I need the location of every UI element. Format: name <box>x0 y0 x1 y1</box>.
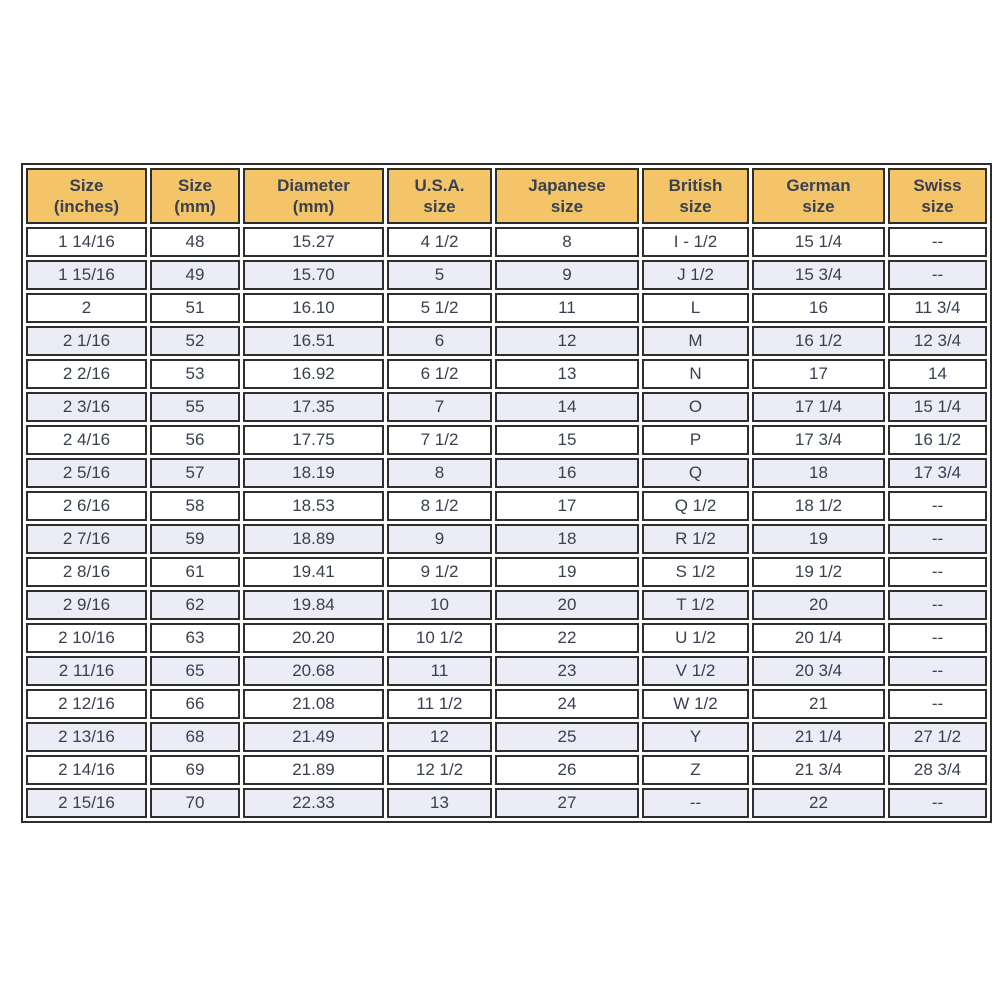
table-cell: 27 1/2 <box>888 722 987 752</box>
table-cell: 22 <box>752 788 885 818</box>
table-cell: 27 <box>495 788 639 818</box>
table-cell: 20.68 <box>243 656 384 686</box>
table-row <box>26 623 987 653</box>
table-cell: 2 14/16 <box>26 755 147 785</box>
header-line: size <box>921 197 954 216</box>
header-row <box>26 168 987 224</box>
column-header-usa-size <box>387 168 492 224</box>
table-row <box>26 524 987 554</box>
table-row <box>26 392 987 422</box>
table-row <box>26 326 987 356</box>
header-line: Size <box>177 175 213 195</box>
header-line: (inches) <box>53 197 120 216</box>
header-line: British <box>668 175 723 195</box>
table-cell: 12 3/4 <box>888 326 987 356</box>
table-cell: O <box>642 392 749 422</box>
table-cell: Q 1/2 <box>642 491 749 521</box>
table-cell: T 1/2 <box>642 590 749 620</box>
header-line: size <box>802 197 835 216</box>
table-cell: 17 <box>495 491 639 521</box>
table-cell: 14 <box>888 359 987 389</box>
ring-size-conversion-table <box>21 163 992 823</box>
table-cell: 68 <box>150 722 240 752</box>
column-header-british-size <box>642 168 749 224</box>
table-row <box>26 722 987 752</box>
table-cell: 13 <box>495 359 639 389</box>
table-cell: -- <box>642 788 749 818</box>
table-row <box>26 260 987 290</box>
table-cell: 16 1/2 <box>752 326 885 356</box>
table-cell: 11 <box>387 656 492 686</box>
table-cell: L <box>642 293 749 323</box>
table-cell: 7 1/2 <box>387 425 492 455</box>
table-cell: 2 4/16 <box>26 425 147 455</box>
table-cell: N <box>642 359 749 389</box>
table-cell: 5 <box>387 260 492 290</box>
table-row <box>26 359 987 389</box>
table-cell: 21.89 <box>243 755 384 785</box>
table-cell: 49 <box>150 260 240 290</box>
table-cell: 2 7/16 <box>26 524 147 554</box>
table-cell: 8 <box>495 227 639 257</box>
table-cell: -- <box>888 788 987 818</box>
table-cell: 15 1/4 <box>888 392 987 422</box>
table-body <box>26 227 987 818</box>
table-cell: 12 <box>387 722 492 752</box>
column-header-size-mm <box>150 168 240 224</box>
table-cell: 2 3/16 <box>26 392 147 422</box>
table-cell: 51 <box>150 293 240 323</box>
table-row <box>26 227 987 257</box>
table-cell: U 1/2 <box>642 623 749 653</box>
table-cell: 62 <box>150 590 240 620</box>
table-cell: 19.84 <box>243 590 384 620</box>
table-cell: 15 3/4 <box>752 260 885 290</box>
table-cell: 8 1/2 <box>387 491 492 521</box>
table-cell: 21.49 <box>243 722 384 752</box>
table-cell: 2 <box>26 293 147 323</box>
table-cell: 63 <box>150 623 240 653</box>
table-cell: Q <box>642 458 749 488</box>
table-cell: 16 <box>495 458 639 488</box>
table-cell: I - 1/2 <box>642 227 749 257</box>
table-row <box>26 425 987 455</box>
table-cell: 2 12/16 <box>26 689 147 719</box>
table-cell: 16.10 <box>243 293 384 323</box>
table-cell: 2 13/16 <box>26 722 147 752</box>
table-cell: 16 1/2 <box>888 425 987 455</box>
table-cell: 22 <box>495 623 639 653</box>
table-cell: 2 10/16 <box>26 623 147 653</box>
table-cell: 26 <box>495 755 639 785</box>
table-cell: 2 1/16 <box>26 326 147 356</box>
header-line: size <box>550 197 584 216</box>
table-cell: 21 <box>752 689 885 719</box>
column-header-german-size <box>752 168 885 224</box>
table-cell: 18 <box>752 458 885 488</box>
table-cell: 19.41 <box>243 557 384 587</box>
table-cell: 16.92 <box>243 359 384 389</box>
table-cell: 7 <box>387 392 492 422</box>
header-line: Japanese <box>528 175 606 195</box>
table-cell: 9 1/2 <box>387 557 492 587</box>
table-cell: 2 15/16 <box>26 788 147 818</box>
table-cell: 19 <box>495 557 639 587</box>
table-cell: 4 1/2 <box>387 227 492 257</box>
header-line: (mm) <box>292 197 335 216</box>
table-cell: V 1/2 <box>642 656 749 686</box>
table-cell: 20 1/4 <box>752 623 885 653</box>
table-cell: 66 <box>150 689 240 719</box>
table-header <box>26 168 987 224</box>
table-cell: 58 <box>150 491 240 521</box>
table-cell: 20.20 <box>243 623 384 653</box>
header-line: Size <box>69 175 104 195</box>
header-line: German <box>786 175 851 195</box>
table-row <box>26 656 987 686</box>
table-cell: J 1/2 <box>642 260 749 290</box>
header-line: size <box>679 197 712 216</box>
table-cell: 11 1/2 <box>387 689 492 719</box>
table-cell: 21 1/4 <box>752 722 885 752</box>
table-cell: 18.19 <box>243 458 384 488</box>
table-row <box>26 755 987 785</box>
table-cell: 6 1/2 <box>387 359 492 389</box>
table-row <box>26 458 987 488</box>
table-cell: -- <box>888 557 987 587</box>
table-cell: 10 1/2 <box>387 623 492 653</box>
table-cell: 2 6/16 <box>26 491 147 521</box>
table-cell: 52 <box>150 326 240 356</box>
table-cell: 19 1/2 <box>752 557 885 587</box>
table-cell: 16 <box>752 293 885 323</box>
table-cell: 53 <box>150 359 240 389</box>
table-cell: -- <box>888 524 987 554</box>
table-row <box>26 293 987 323</box>
table-cell: 15.70 <box>243 260 384 290</box>
table-cell: -- <box>888 689 987 719</box>
table-cell: 1 15/16 <box>26 260 147 290</box>
table-row <box>26 788 987 818</box>
column-header-size-inches <box>26 168 147 224</box>
table-row <box>26 689 987 719</box>
table-row <box>26 590 987 620</box>
table-cell: 6 <box>387 326 492 356</box>
table-cell: 18.53 <box>243 491 384 521</box>
table-cell: 8 <box>387 458 492 488</box>
table-cell: 17 1/4 <box>752 392 885 422</box>
header-line: Diameter <box>277 175 350 195</box>
table-cell: -- <box>888 656 987 686</box>
table-cell: 17.35 <box>243 392 384 422</box>
table-cell: R 1/2 <box>642 524 749 554</box>
table-cell: P <box>642 425 749 455</box>
table-cell: 14 <box>495 392 639 422</box>
table-cell: 28 3/4 <box>888 755 987 785</box>
table-cell: 20 3/4 <box>752 656 885 686</box>
table-cell: 9 <box>387 524 492 554</box>
table-cell: 2 11/16 <box>26 656 147 686</box>
table-cell: 23 <box>495 656 639 686</box>
table-cell: 19 <box>752 524 885 554</box>
table-cell: 55 <box>150 392 240 422</box>
table-cell: 48 <box>150 227 240 257</box>
column-header-diameter-mm <box>243 168 384 224</box>
table-cell: 2 9/16 <box>26 590 147 620</box>
table-cell: 59 <box>150 524 240 554</box>
table-cell: -- <box>888 491 987 521</box>
table-cell: -- <box>888 227 987 257</box>
table-row <box>26 557 987 587</box>
table-cell: 61 <box>150 557 240 587</box>
table-cell: 57 <box>150 458 240 488</box>
table-row <box>26 491 987 521</box>
table-cell: -- <box>888 260 987 290</box>
table-cell: 18.89 <box>243 524 384 554</box>
table-cell: 15.27 <box>243 227 384 257</box>
table-cell: 13 <box>387 788 492 818</box>
table-cell: M <box>642 326 749 356</box>
table-cell: 20 <box>495 590 639 620</box>
table-cell: S 1/2 <box>642 557 749 587</box>
table-cell: 25 <box>495 722 639 752</box>
table-cell: 5 1/2 <box>387 293 492 323</box>
column-header-swiss-size <box>888 168 987 224</box>
table-cell: 17 3/4 <box>888 458 987 488</box>
table-cell: 10 <box>387 590 492 620</box>
table-cell: 65 <box>150 656 240 686</box>
header-line: size <box>423 197 456 216</box>
table-cell: 11 3/4 <box>888 293 987 323</box>
table-cell: 21 3/4 <box>752 755 885 785</box>
header-line: (mm) <box>174 197 216 216</box>
header-line: Swiss <box>913 175 962 195</box>
table-cell: 12 1/2 <box>387 755 492 785</box>
table-cell: 69 <box>150 755 240 785</box>
table-cell: 9 <box>495 260 639 290</box>
table-cell: 70 <box>150 788 240 818</box>
table-cell: 2 5/16 <box>26 458 147 488</box>
table-cell: -- <box>888 623 987 653</box>
table-cell: 11 <box>495 293 639 323</box>
table-cell: 17 3/4 <box>752 425 885 455</box>
column-header-japanese-size <box>495 168 639 224</box>
table-cell: 20 <box>752 590 885 620</box>
table-cell: 16.51 <box>243 326 384 356</box>
table-cell: 2 8/16 <box>26 557 147 587</box>
table-cell: 18 <box>495 524 639 554</box>
table-cell: 24 <box>495 689 639 719</box>
table-cell: 1 14/16 <box>26 227 147 257</box>
table-cell: -- <box>888 590 987 620</box>
table-cell: 2 2/16 <box>26 359 147 389</box>
table-cell: 21.08 <box>243 689 384 719</box>
table-cell: 22.33 <box>243 788 384 818</box>
header-line: U.S.A. <box>414 175 465 195</box>
table-cell: 56 <box>150 425 240 455</box>
table-cell: 17 <box>752 359 885 389</box>
table-cell: 12 <box>495 326 639 356</box>
table-cell: Z <box>642 755 749 785</box>
table-cell: Y <box>642 722 749 752</box>
table-cell: 15 1/4 <box>752 227 885 257</box>
table-cell: W 1/2 <box>642 689 749 719</box>
table-cell: 18 1/2 <box>752 491 885 521</box>
table-cell: 17.75 <box>243 425 384 455</box>
table-cell: 15 <box>495 425 639 455</box>
